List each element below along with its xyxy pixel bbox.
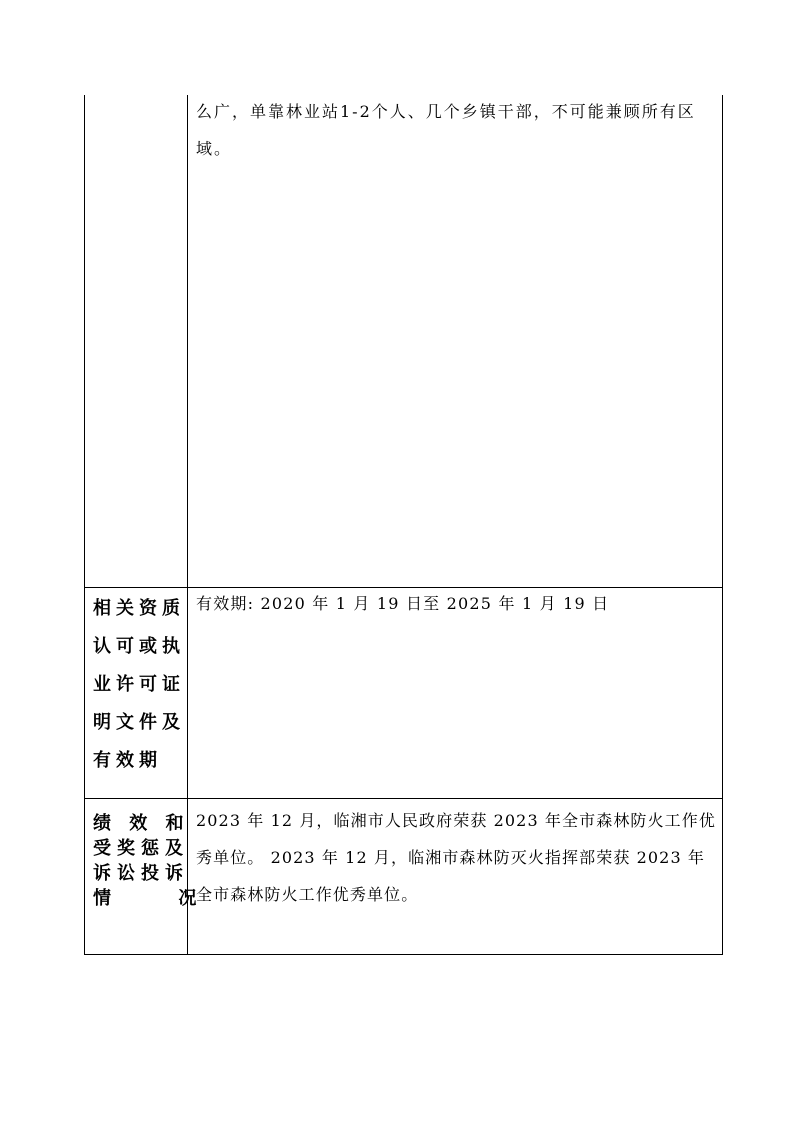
performance-content-cell xyxy=(188,799,723,955)
performance-label-line: 情 况 xyxy=(93,888,203,909)
table-row xyxy=(85,588,723,799)
qualification-label-line: 明文件及 xyxy=(93,712,185,733)
row1-label-cell xyxy=(85,95,188,588)
qualification-label-line: 有效期 xyxy=(93,750,162,771)
row1-content-text: 么广，单靠林业站1-2个人、几个乡镇干部，不可能兼顾所有区域。 xyxy=(196,102,696,158)
awards-text: 2023 年 12 月，临湘市人民政府荣获 2023 年全市森林防火工作优秀单位。 2023 年 12 月，临湘市森林防灭火指挥部荣获 2023 年全市森林防火工作优秀单位。 xyxy=(196,811,716,904)
qualification-label-line: 相关资质 xyxy=(93,598,185,619)
performance-label-cell xyxy=(85,799,203,955)
performance-label xyxy=(85,799,203,911)
qualification-label-cell xyxy=(85,588,188,799)
info-table xyxy=(84,95,723,955)
validity-period-text: 有效期: 2020 年 1 月 19 日至 2025 年 1 月 19 日 xyxy=(196,594,610,613)
performance-label-line: 诉讼投诉 xyxy=(93,863,189,884)
row1-content-cell xyxy=(188,95,723,588)
table-row xyxy=(85,799,723,955)
performance-label-line: 绩 效 和 xyxy=(93,813,190,834)
row1-label xyxy=(85,95,187,97)
table-row xyxy=(85,95,723,588)
performance-label-line: 受奖惩及 xyxy=(93,838,189,859)
qualification-label-line: 认可或执 xyxy=(93,636,185,657)
qualification-label-line: 业许可证 xyxy=(93,674,185,695)
qualification-label xyxy=(85,588,187,780)
qualification-content-cell xyxy=(188,588,723,799)
